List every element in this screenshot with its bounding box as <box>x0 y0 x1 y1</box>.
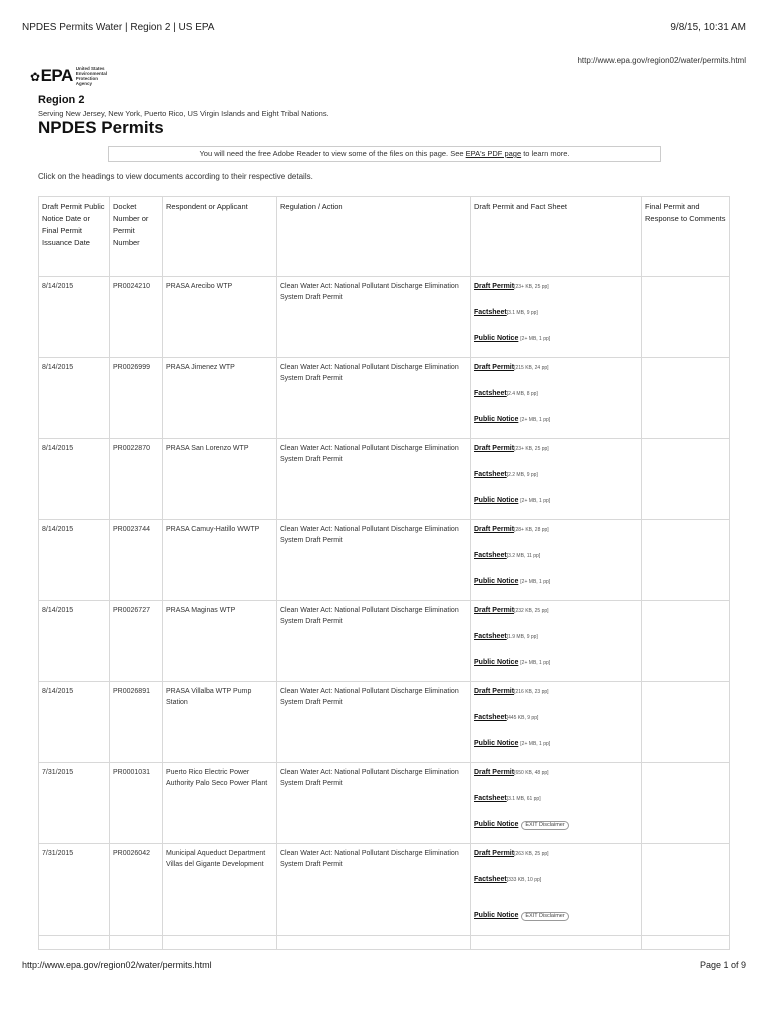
serving-text: Serving New Jersey, New York, Puerto Rico, US Virgin Islands and Eight Tribal Nations. <box>38 109 329 118</box>
public-notice-link[interactable]: Public Notice <box>474 578 519 585</box>
cell-docket: PR0022870 <box>110 439 163 520</box>
print-header-title: NPDES Permits Water | Region 2 | US EPA <box>22 22 215 33</box>
file-size: [263 KB, 25 pp] <box>514 851 549 857</box>
cell-regulation: Clean Water Act: National Pollutant Discharge Elimination System Draft Permit <box>277 277 471 358</box>
file-size: [2+ MB, 1 pp] <box>520 579 551 585</box>
file-size: [333 KB, 10 pp] <box>506 877 542 883</box>
cell-final-permit <box>642 844 730 936</box>
file-size: [2.4 MB, 8 pp] <box>506 391 538 397</box>
cell-date: 7/31/2015 <box>39 763 110 844</box>
cell-documents <box>471 277 642 358</box>
cell-final-permit <box>642 601 730 682</box>
epa-logo[interactable] <box>30 66 116 86</box>
file-size: [3.1 MB, 61 pp] <box>506 796 541 802</box>
exit-disclaimer-button[interactable]: EXIT Disclaimer <box>521 912 568 921</box>
cell-docket: PR0024210 <box>110 277 163 358</box>
page-url: http://www.epa.gov/region02/water/permits.html <box>577 56 746 65</box>
cell-date: 7/31/2015 <box>39 844 110 936</box>
cell-documents <box>471 520 642 601</box>
draft-permit-link[interactable]: Draft Permit <box>474 607 515 614</box>
cell-respondent: PRASA Camuy-Hatillo WWTP <box>163 520 277 601</box>
public-notice-link[interactable]: Public Notice <box>474 740 519 747</box>
cell-respondent: PRASA Maginas WTP <box>163 601 277 682</box>
table-row <box>39 358 730 439</box>
table-row <box>39 682 730 763</box>
table-row <box>39 439 730 520</box>
file-size: [216 KB, 23 pp] <box>514 689 549 695</box>
cell-regulation: Clean Water Act: National Pollutant Discharge Elimination System Draft Permit <box>277 439 471 520</box>
factsheet-link[interactable]: Factsheet <box>474 876 507 883</box>
draft-permit-link[interactable]: Draft Permit <box>474 364 515 371</box>
factsheet-link[interactable]: Factsheet <box>474 795 507 802</box>
permits-table <box>38 196 730 950</box>
cell-documents <box>471 601 642 682</box>
cell-date: 8/14/2015 <box>39 439 110 520</box>
print-header-datetime: 9/8/15, 10:31 AM <box>670 22 746 33</box>
cell-docket: PR0026891 <box>110 682 163 763</box>
exit-disclaimer-button[interactable]: EXIT Disclaimer <box>521 821 568 830</box>
cell-final-permit <box>642 520 730 601</box>
file-size: [2.2 MB, 9 pp] <box>506 472 538 478</box>
factsheet-link[interactable]: Factsheet <box>474 309 507 316</box>
header-final-permit[interactable]: Final Permit and Response to Comments <box>642 197 730 277</box>
draft-permit-link[interactable]: Draft Permit <box>474 526 515 533</box>
print-footer-page: Page 1 of 9 <box>699 960 746 970</box>
draft-permit-link[interactable]: Draft Permit <box>474 769 515 776</box>
header-date[interactable]: Draft Permit Public Notice Date or Final Permit Issuance Date <box>39 197 110 277</box>
cell-regulation: Clean Water Act: National Pollutant Discharge Elimination System Draft Permit <box>277 520 471 601</box>
cell-final-permit <box>642 763 730 844</box>
file-size: [232 KB, 25 pp] <box>514 608 549 614</box>
public-notice-link[interactable]: Public Notice <box>474 497 519 504</box>
header-docket[interactable]: Docket Number or Permit Number <box>110 197 163 277</box>
cell-respondent: Puerto Rico Electric Power Authority Palo Seco Power Plant <box>163 763 277 844</box>
file-size: [2+ MB, 1 pp] <box>520 336 551 342</box>
factsheet-link[interactable]: Factsheet <box>474 633 507 640</box>
cell-final-permit <box>642 358 730 439</box>
draft-permit-link[interactable]: Draft Permit <box>474 283 515 290</box>
epa-logo-text: United States Environmental Protection Agency <box>75 66 108 86</box>
cell-documents <box>471 358 642 439</box>
cell-respondent: PRASA San Lorenzo WTP <box>163 439 277 520</box>
file-size: [2+ MB, 1 pp] <box>520 417 551 423</box>
page-title: NPDES Permits <box>38 118 164 137</box>
table-header-row <box>39 197 730 277</box>
header-respondent[interactable]: Respondent or Applicant <box>163 197 277 277</box>
public-notice-link[interactable]: Public Notice <box>474 912 519 919</box>
table-row <box>39 844 730 936</box>
factsheet-link[interactable]: Factsheet <box>474 714 507 721</box>
cell-regulation: Clean Water Act: National Pollutant Discharge Elimination System Draft Permit <box>277 844 471 936</box>
cell-documents <box>471 439 642 520</box>
public-notice-link[interactable]: Public Notice <box>474 659 519 666</box>
file-size: [3.2 MB, 11 pp] <box>506 553 541 559</box>
cell-docket: PR0026042 <box>110 844 163 936</box>
cell-respondent: PRASA Jimenez WTP <box>163 358 277 439</box>
cell-docket: PR0026999 <box>110 358 163 439</box>
factsheet-link[interactable]: Factsheet <box>474 390 507 397</box>
file-size: [2+ MB, 1 pp] <box>520 660 551 666</box>
draft-permit-link[interactable]: Draft Permit <box>474 688 515 695</box>
instruction-text: Click on the headings to view documents according to their respective details. <box>38 172 313 181</box>
cell-date: 8/14/2015 <box>39 601 110 682</box>
table-row <box>39 763 730 844</box>
file-size: [23+ KB, 25 pp] <box>514 284 549 290</box>
cell-date: 8/14/2015 <box>39 682 110 763</box>
cell-date: 8/14/2015 <box>39 358 110 439</box>
factsheet-link[interactable]: Factsheet <box>474 552 507 559</box>
file-size: [215 KB, 24 pp] <box>514 365 549 371</box>
file-size: [28+ KB, 28 pp] <box>514 527 549 533</box>
file-size: [445 KB, 9 pp] <box>506 715 539 721</box>
draft-permit-link[interactable]: Draft Permit <box>474 445 515 452</box>
table-row <box>39 520 730 601</box>
cell-final-permit <box>642 682 730 763</box>
cell-documents <box>471 844 642 936</box>
cell-docket: PR0023744 <box>110 520 163 601</box>
cell-date: 8/14/2015 <box>39 520 110 601</box>
public-notice-link[interactable]: Public Notice <box>474 821 519 828</box>
header-regulation[interactable]: Regulation / Action <box>277 197 471 277</box>
draft-permit-link[interactable]: Draft Permit <box>474 850 515 857</box>
print-footer <box>22 960 746 970</box>
cell-respondent: PRASA Villalba WTP Pump Station <box>163 682 277 763</box>
cell-respondent: PRASA Arecibo WTP <box>163 277 277 358</box>
cell-regulation: Clean Water Act: National Pollutant Discharge Elimination System Draft Permit <box>277 358 471 439</box>
public-notice-link[interactable]: Public Notice <box>474 416 519 423</box>
adobe-reader-note: You will need the free Adobe Reader to view some of the files on this page. See EPA's PDF page to learn more. <box>108 146 661 162</box>
epa-logo-mark: ✿EPA <box>30 66 73 85</box>
region-heading: Region 2 <box>38 94 85 106</box>
cell-documents <box>471 682 642 763</box>
cell-regulation: Clean Water Act: National Pollutant Discharge Elimination System Draft Permit <box>277 763 471 844</box>
public-notice-link[interactable]: Public Notice <box>474 335 519 342</box>
table-row-partial <box>39 936 730 950</box>
cell-regulation: Clean Water Act: National Pollutant Discharge Elimination System Draft Permit <box>277 682 471 763</box>
file-size: [650 KB, 48 pp] <box>514 770 549 776</box>
epa-pdf-page-link[interactable]: EPA's PDF page <box>465 149 522 158</box>
cell-docket: PR0026727 <box>110 601 163 682</box>
table-row <box>39 601 730 682</box>
cell-documents <box>471 763 642 844</box>
cell-final-permit <box>642 277 730 358</box>
cell-docket: PR0001031 <box>110 763 163 844</box>
factsheet-link[interactable]: Factsheet <box>474 471 507 478</box>
cell-regulation: Clean Water Act: National Pollutant Discharge Elimination System Draft Permit <box>277 601 471 682</box>
print-header <box>22 22 746 33</box>
cell-respondent: Municipal Aqueduct Department Villas del Gigante Development <box>163 844 277 936</box>
table-row <box>39 277 730 358</box>
file-size: [3.1 MB, 9 pp] <box>506 310 538 316</box>
file-size: [1.9 MB, 9 pp] <box>506 634 538 640</box>
print-footer-url: http://www.epa.gov/region02/water/permits.html <box>22 960 212 970</box>
file-size: [2+ MB, 1 pp] <box>520 741 551 747</box>
cell-date: 8/14/2015 <box>39 277 110 358</box>
file-size: [23+ KB, 25 pp] <box>514 446 549 452</box>
file-size: [2+ MB, 1 pp] <box>520 498 551 504</box>
cell-final-permit <box>642 439 730 520</box>
epa-flower-icon: ✿ <box>30 70 40 84</box>
header-draft-permit[interactable]: Draft Permit and Fact Sheet <box>471 197 642 277</box>
